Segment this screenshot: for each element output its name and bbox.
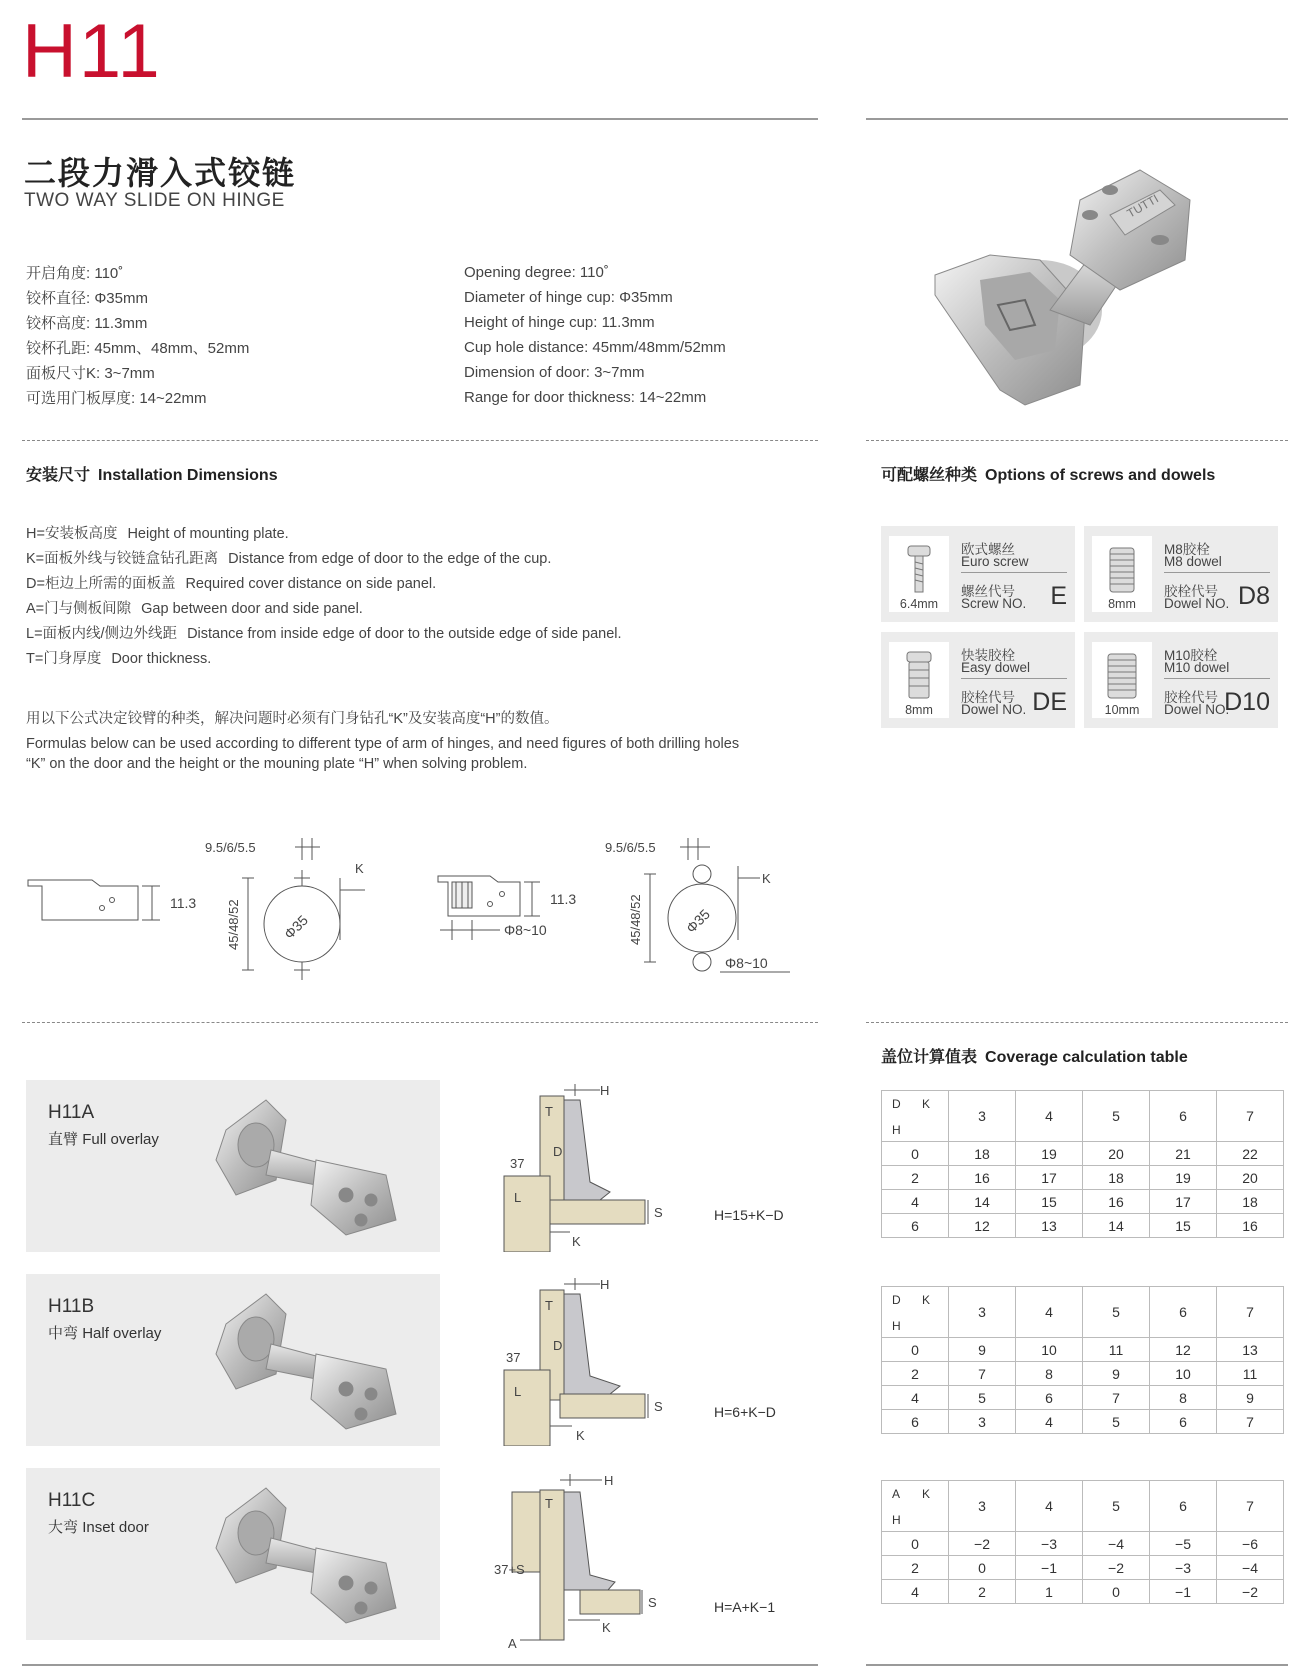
table-header-row	[882, 1287, 1284, 1338]
column-header: 5	[1083, 1287, 1150, 1338]
screw-name-cn: 快装胶栓	[961, 648, 1015, 663]
install-section-title	[26, 462, 278, 485]
divider	[866, 1664, 1288, 1666]
coverage-table-inset	[881, 1480, 1284, 1604]
table-cell: 15	[1150, 1214, 1217, 1238]
spec-item: 铰杯直径: Φ35mm	[26, 290, 148, 307]
cup-height-label: 11.3	[550, 891, 577, 907]
hole-offset-label: 9.5/6/5.5	[605, 840, 656, 855]
spec-item: Height of hinge cup: 11.3mm	[464, 314, 655, 331]
table-cell: −6	[1217, 1532, 1284, 1556]
table-cell: 2	[949, 1580, 1016, 1604]
table-row	[882, 1580, 1284, 1604]
diagram-label-k: K	[576, 1428, 585, 1443]
variant-tile-h11c	[26, 1468, 440, 1640]
table-cell: 18	[1217, 1190, 1284, 1214]
cup-diameter-label: Φ35	[280, 911, 312, 943]
row-header: 0	[882, 1532, 949, 1556]
table-cell: −2	[1083, 1556, 1150, 1580]
variant-formula: H=6+K−D	[714, 1404, 776, 1420]
table-cell: 7	[1083, 1386, 1150, 1410]
def-cn: T=门身厚度	[26, 651, 102, 667]
table-cell: −3	[1150, 1556, 1217, 1580]
variant-desc-cn: 中弯	[48, 1325, 79, 1342]
divider	[866, 118, 1288, 120]
column-header: 6	[1150, 1287, 1217, 1338]
table-cell: 5	[949, 1386, 1016, 1410]
hole-distance-label: 45/48/52	[628, 894, 643, 945]
table-row	[882, 1556, 1284, 1580]
divider	[22, 1022, 818, 1023]
table-row	[882, 1410, 1284, 1434]
diagram-label-d: D	[553, 1338, 563, 1353]
door-panel	[512, 1492, 540, 1572]
diagram-label-s: S	[654, 1205, 663, 1220]
diagram-label-dim: 37	[506, 1350, 521, 1365]
screw-name-en: Euro screw	[961, 554, 1029, 569]
table-cell: 13	[1217, 1338, 1284, 1362]
table-cell: 6	[1150, 1410, 1217, 1434]
spec-item: 开启角度: 110˚	[26, 265, 124, 282]
variant-tile-h11b	[26, 1274, 440, 1446]
spec-item: 面板尺寸K: 3~7mm	[26, 365, 155, 382]
screw-code-label: Dowel NO.	[961, 702, 1027, 717]
variant-desc-en: Half overlay	[82, 1325, 162, 1342]
variant-desc	[48, 1128, 159, 1149]
corner-label: K	[922, 1097, 931, 1111]
product-title-cn: 二段力滑入式铰链	[24, 155, 297, 191]
screw-name-en: Easy dowel	[961, 660, 1031, 675]
diagram-label-h: H	[604, 1473, 614, 1488]
diagram-label-l: L	[514, 1190, 522, 1205]
column-header: 5	[1083, 1091, 1150, 1142]
card-divider	[961, 678, 1067, 679]
corner-label: K	[922, 1487, 931, 1501]
dowel-hole	[693, 865, 711, 883]
screw-code: E	[1050, 582, 1067, 610]
card-divider	[1164, 572, 1270, 573]
spec-item: Range for door thickness: 14~22mm	[464, 389, 707, 406]
table-cell: 9	[1217, 1386, 1284, 1410]
diagram-label-t: T	[545, 1496, 553, 1511]
k-label: K	[355, 861, 364, 876]
column-header: 4	[1016, 1481, 1083, 1532]
specs-en-list	[464, 260, 726, 410]
screws-section-title	[881, 462, 1215, 485]
screw-code: DE	[1032, 688, 1067, 716]
screw-size: 6.4mm	[899, 597, 939, 611]
variant-tile-h11a	[26, 1080, 440, 1252]
cup-diameter-label: Φ35	[682, 905, 714, 937]
table-cell: 10	[1016, 1338, 1083, 1362]
hinge-shape	[564, 1492, 615, 1590]
def-cn: H=安装板高度	[26, 526, 118, 542]
variant-desc	[48, 1322, 161, 1343]
coverage-title-en: Coverage calculation table	[985, 1049, 1188, 1066]
screw-code-label: Screw NO.	[961, 596, 1027, 611]
screw-name-cn: M8胶栓	[1164, 542, 1210, 557]
table-cell: −4	[1217, 1556, 1284, 1580]
column-header: 7	[1217, 1091, 1284, 1142]
column-header: 7	[1217, 1287, 1284, 1338]
table-cell: 21	[1150, 1142, 1217, 1166]
table-cell: 12	[949, 1214, 1016, 1238]
def-en: Distance from edge of door to the edge of the cup.	[228, 551, 552, 567]
coverage-title-cn: 盖位计算值表	[881, 1049, 978, 1066]
screw-name-cn: M10胶栓	[1164, 648, 1218, 663]
mounting-diagram-half-overlay	[500, 1276, 670, 1446]
table-cell: 7	[1217, 1410, 1284, 1434]
table-cell: 11	[1083, 1338, 1150, 1362]
formula-note-cn: 用以下公式决定铰臂的种类，解决问题时必须有门身钻孔“K”及安装高度“H”的数值。	[26, 711, 559, 727]
definition-list	[26, 522, 622, 672]
table-cell: −3	[1016, 1532, 1083, 1556]
mounting-plate	[550, 1200, 645, 1224]
coverage-table-full-overlay	[881, 1090, 1284, 1238]
table-cell: −2	[1217, 1580, 1284, 1604]
row-header: 4	[882, 1386, 949, 1410]
diagram-label-h: H	[600, 1083, 610, 1098]
mounting-diagram-full-overlay	[500, 1082, 670, 1252]
variant-code: H11B	[48, 1296, 95, 1317]
screw-card-euro	[881, 526, 1075, 622]
definition-item	[26, 647, 622, 672]
def-en: Door thickness.	[111, 651, 212, 667]
column-header: 3	[949, 1481, 1016, 1532]
screw-card-m10	[1084, 632, 1278, 728]
diagram-label-d: D	[553, 1144, 563, 1159]
table-cell: 18	[1083, 1166, 1150, 1190]
diagram-label-s: S	[648, 1595, 657, 1610]
table-cell: 11	[1217, 1362, 1284, 1386]
hinge-photo	[196, 1090, 416, 1240]
table-cell: 12	[1150, 1338, 1217, 1362]
table-corner	[882, 1287, 949, 1338]
hinge-product-image	[930, 160, 1230, 420]
spec-item: 铰杯孔距: 45mm、48mm、52mm	[26, 340, 250, 357]
table-row	[882, 1386, 1284, 1410]
model-code: H11	[22, 9, 162, 94]
screw-code-cn: 胶栓代号	[1164, 690, 1218, 705]
table-row	[882, 1142, 1284, 1166]
formula-note-en: Formulas below can be used according to different type of arm of hinges, and need figures of both drilling holes “K” on the door and the height or the mouning plate “H” when solving problem.	[26, 736, 740, 772]
def-en: Gap between door and side panel.	[141, 601, 363, 617]
table-cell: 13	[1016, 1214, 1083, 1238]
screw-size: 10mm	[1104, 703, 1140, 717]
table-cell: 10	[1150, 1362, 1217, 1386]
table-cell: 15	[1016, 1190, 1083, 1214]
cup-height-label: 11.3	[170, 895, 197, 911]
column-header: 6	[1150, 1481, 1217, 1532]
variant-code: H11A	[48, 1102, 95, 1123]
definition-item	[26, 522, 622, 547]
corner-label: H	[892, 1123, 901, 1137]
row-header: 4	[882, 1580, 949, 1604]
hole-distance-label: 45/48/52	[226, 899, 241, 950]
divider	[866, 440, 1288, 441]
variant-desc-cn: 直臂	[48, 1131, 79, 1148]
column-header: 3	[949, 1287, 1016, 1338]
screw-name-en: M8 dowel	[1164, 554, 1222, 569]
mounting-plate	[560, 1394, 645, 1418]
screw-code-label: Dowel NO.	[1164, 596, 1230, 611]
table-cell: 16	[949, 1166, 1016, 1190]
cup-dimension-drawings	[20, 830, 810, 990]
k-label: K	[762, 871, 771, 886]
side-panel	[504, 1176, 550, 1252]
screw-code: D10	[1224, 688, 1270, 716]
screws-title-en: Options of screws and dowels	[985, 467, 1216, 484]
diagram-label-dim: 37	[510, 1156, 525, 1171]
brand-label: TUTTI	[1124, 191, 1161, 221]
row-header: 2	[882, 1166, 949, 1190]
column-header: 4	[1016, 1091, 1083, 1142]
variant-code: H11C	[48, 1490, 96, 1511]
table-cell: 4	[1016, 1410, 1083, 1434]
screw-code-cn: 胶栓代号	[1164, 584, 1218, 599]
cup-profile	[28, 880, 138, 920]
table-cell: 9	[1083, 1362, 1150, 1386]
diagram-label-t: T	[545, 1104, 553, 1119]
definition-item	[26, 597, 622, 622]
screw-card-easy	[881, 632, 1075, 728]
row-header: 0	[882, 1338, 949, 1362]
spec-item: Cup hole distance: 45mm/48mm/52mm	[464, 339, 726, 356]
table-header-row	[882, 1481, 1284, 1532]
table-cell: 6	[1016, 1386, 1083, 1410]
corner-label: H	[892, 1319, 901, 1333]
table-row	[882, 1214, 1284, 1238]
table-cell: 0	[949, 1556, 1016, 1580]
screw-name-cn: 欧式螺丝	[961, 542, 1015, 557]
dowel-label: Φ8~10	[725, 955, 768, 971]
table-cell: 22	[1217, 1142, 1284, 1166]
column-header: 5	[1083, 1481, 1150, 1532]
diagram-label-dim: 37+S	[494, 1562, 525, 1577]
table-cell: 8	[1016, 1362, 1083, 1386]
table-cell: 5	[1083, 1410, 1150, 1434]
table-cell: 7	[949, 1362, 1016, 1386]
definition-item	[26, 622, 622, 647]
table-cell: 20	[1083, 1142, 1150, 1166]
card-divider	[1164, 678, 1270, 679]
spec-item: 铰杯高度: 11.3mm	[26, 315, 148, 332]
screw-code: D8	[1238, 582, 1270, 610]
table-cell: 0	[1083, 1580, 1150, 1604]
diagram-label-h: H	[600, 1277, 610, 1292]
screw-size: 8mm	[905, 703, 933, 717]
definition-item	[26, 572, 622, 597]
card-divider	[961, 572, 1067, 573]
hinge-shape	[564, 1294, 620, 1394]
row-header: 6	[882, 1214, 949, 1238]
mounting-plate	[580, 1590, 640, 1614]
table-row	[882, 1532, 1284, 1556]
specs-cn-list	[26, 261, 249, 411]
table-corner	[882, 1481, 949, 1532]
hole-mark	[110, 898, 115, 903]
table-corner	[882, 1091, 949, 1142]
variant-desc-en: Inset door	[82, 1519, 149, 1536]
diagram-label-a: A	[508, 1636, 517, 1650]
def-cn: D=柜边上所需的面板盖	[26, 576, 176, 592]
variant-desc-cn: 大弯	[48, 1519, 79, 1536]
diagram-label-t: T	[545, 1298, 553, 1313]
def-en: Height of mounting plate.	[127, 526, 289, 542]
side-panel	[504, 1370, 550, 1446]
def-en: Distance from inside edge of door to the outside edge of side panel.	[187, 626, 622, 642]
table-cell: 9	[949, 1338, 1016, 1362]
row-header: 6	[882, 1410, 949, 1434]
row-header: 4	[882, 1190, 949, 1214]
corner-label: D	[892, 1293, 901, 1307]
row-header: 0	[882, 1142, 949, 1166]
screw-name-en: M10 dowel	[1164, 660, 1230, 675]
table-cell: −2	[949, 1532, 1016, 1556]
dowel-hole	[693, 953, 711, 971]
spec-item: Dimension of door: 3~7mm	[464, 364, 645, 381]
table-cell: 14	[949, 1190, 1016, 1214]
variant-formula: H=15+K−D	[714, 1207, 784, 1223]
coverage-table-half-overlay	[881, 1286, 1284, 1434]
screw-card-m8	[1084, 526, 1278, 622]
variant-formula: H=A+K−1	[714, 1599, 776, 1615]
hole-mark	[100, 906, 105, 911]
row-header: 2	[882, 1362, 949, 1386]
table-cell: 14	[1083, 1214, 1150, 1238]
table-row	[882, 1190, 1284, 1214]
screw-size: 8mm	[1108, 597, 1136, 611]
column-header: 7	[1217, 1481, 1284, 1532]
def-cn: L=面板内线/侧边外线距	[26, 626, 178, 642]
screw-code-label: Dowel NO.	[1164, 702, 1230, 717]
table-cell: 1	[1016, 1580, 1083, 1604]
cup-profile-dowel	[438, 876, 520, 916]
table-row	[882, 1166, 1284, 1190]
table-cell: 16	[1217, 1214, 1284, 1238]
divider	[22, 1664, 818, 1666]
table-cell: −4	[1083, 1532, 1150, 1556]
spec-item: Opening degree: 110˚	[464, 264, 609, 281]
def-cn: K=面板外线与铰链盒钻孔距离	[26, 551, 219, 567]
corner-label: D	[892, 1097, 901, 1111]
product-title-en: TWO WAY SLIDE ON HINGE	[24, 190, 285, 211]
divider	[866, 1022, 1288, 1023]
divider	[22, 440, 818, 441]
table-cell: 19	[1150, 1166, 1217, 1190]
variant-desc-en: Full overlay	[82, 1131, 159, 1148]
row-header: 2	[882, 1556, 949, 1580]
diagram-label-s: S	[654, 1399, 663, 1414]
diagram-label-k: K	[602, 1620, 611, 1635]
diagram-label-l: L	[514, 1384, 522, 1399]
side-panel	[540, 1490, 564, 1640]
table-cell: 20	[1217, 1166, 1284, 1190]
variant-desc	[48, 1516, 149, 1537]
table-cell: 17	[1016, 1166, 1083, 1190]
column-header: 3	[949, 1091, 1016, 1142]
screw-code-cn: 螺丝代号	[961, 584, 1015, 599]
coverage-section-title	[881, 1044, 1188, 1067]
mounting-diagram-inset	[490, 1470, 670, 1650]
spec-item: Diameter of hinge cup: Φ35mm	[464, 289, 673, 306]
corner-label: A	[892, 1487, 901, 1501]
definition-item	[26, 547, 622, 572]
table-cell: −1	[1016, 1556, 1083, 1580]
table-cell: −1	[1150, 1580, 1217, 1604]
column-header: 4	[1016, 1287, 1083, 1338]
corner-label: K	[922, 1293, 931, 1307]
table-cell: 18	[949, 1142, 1016, 1166]
table-cell: −5	[1150, 1532, 1217, 1556]
hinge-photo	[196, 1284, 416, 1434]
diagram-label-k: K	[572, 1234, 581, 1249]
table-cell: 17	[1150, 1190, 1217, 1214]
table-cell: 8	[1150, 1386, 1217, 1410]
table-cell: 19	[1016, 1142, 1083, 1166]
hinge-shape	[564, 1100, 610, 1200]
hinge-photo	[196, 1478, 416, 1628]
screws-title-cn: 可配螺丝种类	[881, 467, 978, 484]
table-cell: 16	[1083, 1190, 1150, 1214]
table-row	[882, 1362, 1284, 1386]
corner-label: H	[892, 1513, 901, 1527]
install-title-cn: 安装尺寸	[26, 467, 91, 484]
table-header-row	[882, 1091, 1284, 1142]
install-title-en: Installation Dimensions	[98, 467, 278, 484]
column-header: 6	[1150, 1091, 1217, 1142]
spec-item: 可选用门板厚度: 14~22mm	[26, 390, 207, 407]
table-cell: 3	[949, 1410, 1016, 1434]
def-en: Required cover distance on side panel.	[185, 576, 437, 592]
def-cn: A=门与侧板间隙	[26, 601, 132, 617]
hole-offset-label: 9.5/6/5.5	[205, 840, 256, 855]
divider	[22, 118, 818, 120]
dowel-label: Φ8~10	[504, 922, 547, 938]
table-row	[882, 1338, 1284, 1362]
screw-code-cn: 胶栓代号	[961, 690, 1015, 705]
